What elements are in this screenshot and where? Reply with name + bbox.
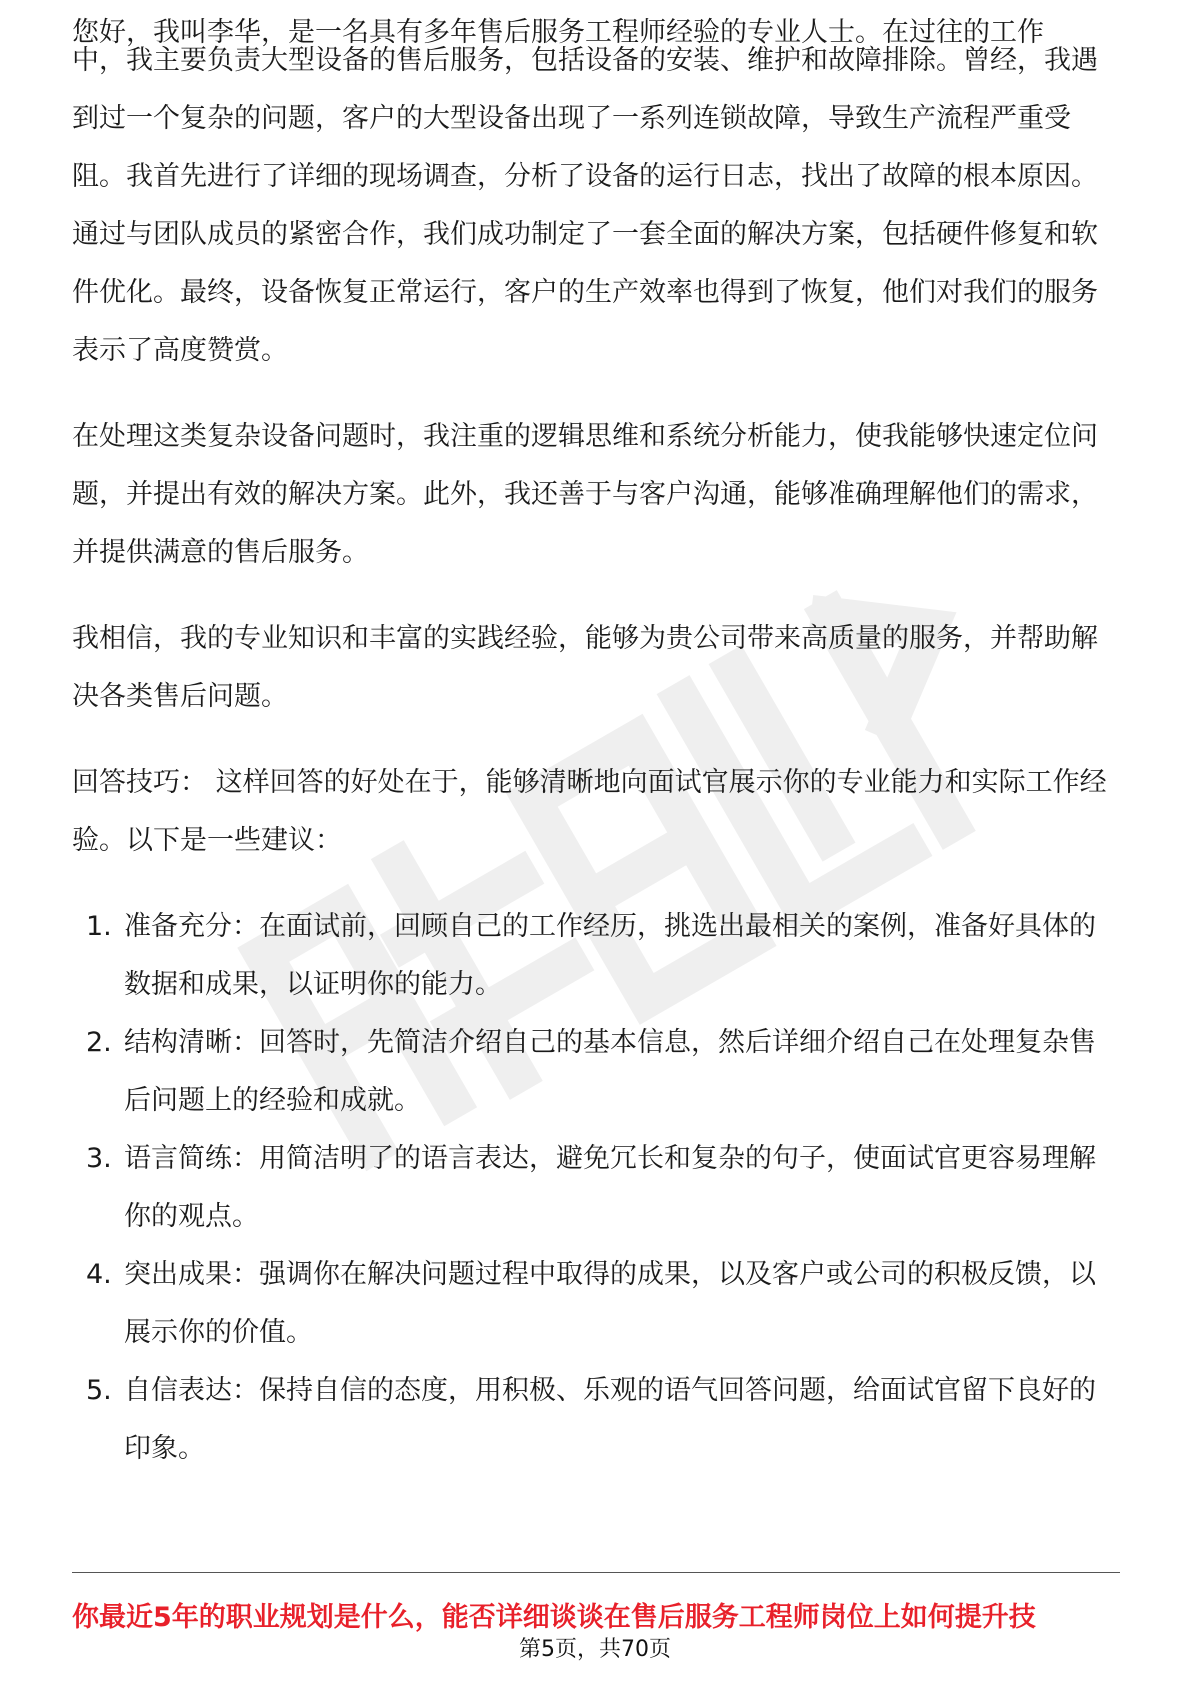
paragraph-experience: 中，我主要负责大型设备的售后服务，包括设备的安装、维护和故障排除。曾经，我遇到过一个复杂的问题，客户的大型设备出现了一系列连锁故障，导致生产流程严重受阻。我首先进行了详细的现场调查，分析了设备的运行日志，找出了故障的根本原因。通过与团队成员的紧密合作，我们成功制定了一套全面的解决方案，包括硬件修复和软件优化。最终，设备恢复正常运行，客户的生产效率也得到了恢复，他们对我们的服务表示了高度赞赏。 — [72, 45, 1098, 366]
footer-divider — [72, 1572, 1120, 1573]
next-question-heading: 你最近5年的职业规划是什么，能否详细谈谈在售后服务工程师岗位上如何提升技 — [72, 1602, 1036, 1633]
page-number: 第5页，共70页 — [519, 1637, 671, 1662]
list-item — [72, 1246, 1120, 1362]
list-number: 2. — [86, 1027, 112, 1058]
list-item — [72, 1130, 1120, 1246]
cut-off-line — [72, 4, 1120, 48]
paragraph-skills: 在处理这类复杂设备问题时，我注重的逻辑思维和系统分析能力，使我能够快速定位问题，并提出有效的解决方案。此外，我还善于与客户沟通，能够准确理解他们的需求，并提供满意的售后服务。 — [72, 421, 1098, 568]
list-item — [72, 1014, 1120, 1130]
cut-off-text: 您好，我叫李华，是一名具有多年售后服务工程师经验的专业人士。在过往的工作 — [72, 17, 1044, 48]
list-item — [72, 898, 1120, 1014]
list-text: 语言简练：用简洁明了的语言表达，避免冗长和复杂的句子，使面试官更容易理解你的观点。 — [124, 1143, 1096, 1232]
tips-list — [72, 898, 1120, 1478]
list-number: 4. — [86, 1259, 112, 1290]
paragraph-confidence: 我相信，我的专业知识和丰富的实践经验，能够为贵公司带来高质量的服务，并帮助解决各类售后问题。 — [72, 623, 1098, 712]
list-number: 1. — [86, 911, 112, 942]
list-number: 3. — [86, 1143, 112, 1174]
main-content — [72, 17, 1120, 1478]
list-text: 结构清晰：回答时，先简洁介绍自己的基本信息，然后详细介绍自己在处理复杂售后问题上的经验和成就。 — [124, 1027, 1096, 1116]
tips-intro: 回答技巧： 这样回答的好处在于，能够清晰地向面试官展示你的专业能力和实际工作经验。以下是一些建议： — [72, 767, 1107, 856]
list-number: 5. — [86, 1375, 112, 1406]
list-text: 准备充分：在面试前，回顾自己的工作经历，挑选出最相关的案例，准备好具体的数据和成果，以证明你的能力。 — [124, 911, 1096, 1000]
list-text: 自信表达：保持自信的态度，用积极、乐观的语气回答问题，给面试官留下良好的印象。 — [124, 1375, 1096, 1464]
list-text: 突出成果：强调你在解决问题过程中取得的成果，以及客户或公司的积极反馈，以展示你的价值。 — [124, 1259, 1096, 1348]
list-item — [72, 1362, 1120, 1478]
